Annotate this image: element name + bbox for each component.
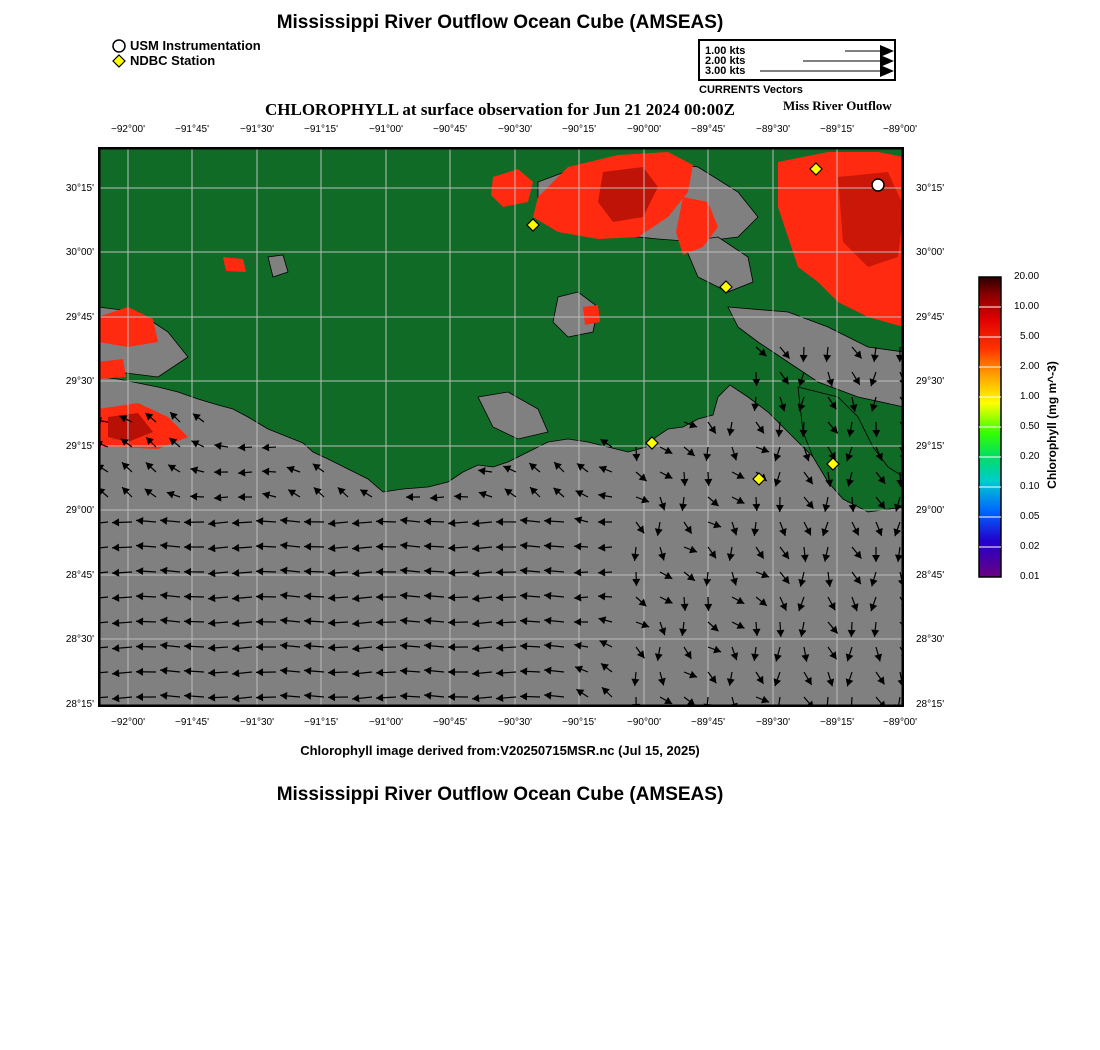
lat-tick: 29°45' (916, 312, 945, 323)
lon-tick: −91°00' (369, 717, 403, 728)
colorbar-tick: 5.00 (1020, 331, 1040, 342)
lon-tick: −90°30' (498, 124, 532, 135)
lat-tick: 30°00' (916, 247, 945, 258)
lat-tick: 29°30' (65, 376, 94, 387)
legend-ndbc (112, 53, 261, 68)
lat-tick: 30°15' (65, 183, 94, 194)
scale-arrows (700, 41, 894, 79)
lon-tick: −91°30' (240, 717, 274, 728)
page-title: Mississippi River Outflow Ocean Cube (AMSEAS) (276, 12, 724, 33)
lat-tick: 28°15' (65, 699, 94, 710)
lat-tick: 29°45' (65, 312, 94, 323)
lon-tick: −92°00' (111, 717, 145, 728)
lat-tick: 28°30' (916, 634, 945, 645)
lat-tick: 28°15' (916, 699, 945, 710)
lon-tick: −92°00' (111, 124, 145, 135)
lat-tick: 29°15' (916, 441, 945, 452)
lat-tick: 30°00' (65, 247, 94, 258)
lon-tick: −89°00' (883, 124, 917, 135)
lat-tick: 28°45' (65, 570, 94, 581)
lon-tick: −89°45' (691, 124, 725, 135)
scale-row-1: 1.00 kts (705, 45, 746, 57)
colorbar-tick: 10.00 (1014, 301, 1040, 312)
lon-tick: −91°45' (175, 124, 209, 135)
colorbar-label: Chlorophyll (mg m^-3) (1045, 361, 1059, 489)
map-panel (98, 147, 904, 707)
legend-ndbc-label: NDBC Station (130, 53, 216, 68)
colorbar-tick: 0.20 (1020, 451, 1040, 462)
region-label: Miss River Outflow (783, 98, 892, 113)
marker-legend (112, 38, 261, 68)
lon-tick: −90°30' (498, 717, 532, 728)
lon-tick: −90°00' (627, 124, 661, 135)
lon-tick: −90°45' (433, 717, 467, 728)
chlorophyll-colorbar (978, 276, 1004, 578)
usm-instrument-marker[interactable] (872, 179, 884, 191)
scale-row-2: 2.00 kts (705, 55, 746, 67)
lat-tick: 28°45' (916, 570, 945, 581)
lon-tick: −91°15' (304, 124, 338, 135)
lon-tick: −89°15' (820, 124, 854, 135)
lat-tick: 29°00' (916, 505, 945, 516)
colorbar-tick: 0.01 (1020, 571, 1040, 582)
lon-tick: −89°00' (883, 717, 917, 728)
vector-scale-caption: CURRENTS Vectors (699, 84, 803, 96)
lat-tick: 28°30' (65, 634, 94, 645)
colorbar-tick: 2.00 (1020, 361, 1040, 372)
lon-tick: −89°15' (820, 717, 854, 728)
colorbar-tick: 0.10 (1020, 481, 1040, 492)
lon-ticks-top (0, 124, 1000, 138)
scale-row-3: 3.00 kts (705, 65, 746, 77)
colorbar-tick: 0.02 (1020, 541, 1040, 552)
legend-usm (112, 38, 261, 53)
source-note: Chlorophyll image derived from:V20250715MSR.nc (Jul 15, 2025) (300, 743, 700, 758)
colorbar-tick: 0.05 (1020, 511, 1040, 522)
lon-tick: −91°00' (369, 124, 403, 135)
lat-ticks-right (914, 0, 974, 1050)
lat-ticks-left (0, 0, 96, 1050)
usm-circle-icon (112, 39, 126, 53)
ndbc-diamond-icon (112, 54, 126, 68)
repeated-title: Mississippi River Outflow Ocean Cube (AMSEAS) (276, 784, 724, 805)
lon-tick: −89°30' (756, 124, 790, 135)
map-subtitle: CHLOROPHYLL at surface observation for Jun 21 2024 00:00Z (264, 100, 736, 119)
lon-tick: −91°30' (240, 124, 274, 135)
colorbar-tick: 0.50 (1020, 421, 1040, 432)
colorbar-tick: 1.00 (1020, 391, 1040, 402)
lat-tick: 30°15' (916, 183, 945, 194)
lat-tick: 29°30' (916, 376, 945, 387)
lon-ticks-bottom (0, 717, 1000, 731)
lon-tick: −89°45' (691, 717, 725, 728)
lon-tick: −91°45' (175, 717, 209, 728)
colorbar-tick: 20.00 (1014, 271, 1040, 282)
lon-tick: −90°45' (433, 124, 467, 135)
lon-tick: −90°00' (627, 717, 661, 728)
vector-scale-box (698, 39, 896, 81)
lon-tick: −91°15' (304, 717, 338, 728)
lat-tick: 29°15' (65, 441, 94, 452)
lat-tick: 29°00' (65, 505, 94, 516)
lon-tick: −89°30' (756, 717, 790, 728)
lon-tick: −90°15' (562, 124, 596, 135)
lon-tick: −90°15' (562, 717, 596, 728)
legend-usm-label: USM Instrumentation (130, 38, 261, 53)
